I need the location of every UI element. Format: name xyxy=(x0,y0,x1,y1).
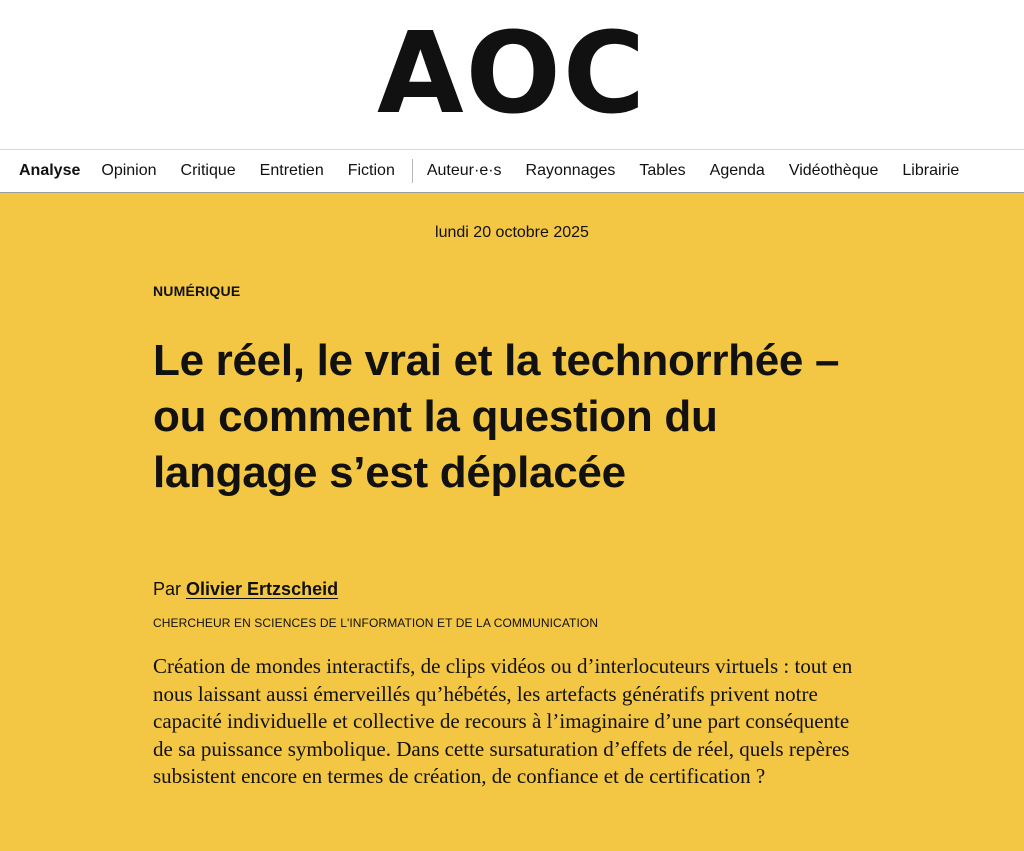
nav-item-analyse[interactable]: Analyse xyxy=(19,162,81,179)
article-title: Le réel, le vrai et la technorrhée – ou comment la question du langage s’est déplacée xyxy=(153,336,840,497)
nav-item-videotheque[interactable]: Vidéothèque xyxy=(788,162,879,179)
article-header xyxy=(0,193,1024,851)
article-date: lundi 20 octobre 2025 xyxy=(435,224,589,241)
nav-item-opinion[interactable]: Opinion xyxy=(101,162,157,179)
nav-divider xyxy=(412,159,413,183)
nav-item-critique[interactable]: Critique xyxy=(180,162,236,179)
nav-item-fiction[interactable]: Fiction xyxy=(347,162,395,179)
author-role: CHERCHEUR EN SCIENCES DE L'INFORMATION ET DE LA COMMUNICATION xyxy=(153,616,599,630)
byline-prefix: Par xyxy=(153,579,187,599)
nav-item-rayonnages[interactable]: Rayonnages xyxy=(525,162,616,179)
nav-item-agenda[interactable]: Agenda xyxy=(709,162,765,179)
nav-item-auteurs[interactable]: Auteur·e·s xyxy=(426,162,502,179)
site-logo[interactable]: AOC xyxy=(376,9,648,139)
article-rubric[interactable]: NUMÉRIQUE xyxy=(153,283,241,299)
article-lede: Création de mondes interactifs, de clips vidéos ou d’interlocuteurs virtuels : tout en nous laissant aussi émerveillés qu’hébétés, les artefacts génératifs privent notre capacité individuelle et collective de recours à l’imaginaire d’une part conséquente de sa puissance symbolique. Dans cette sursaturation d’effets de réel, quels repères subsistent encore en termes de création, de confiance et de certification ? xyxy=(153,654,853,788)
nav-item-librairie[interactable]: Librairie xyxy=(902,162,960,179)
main-nav xyxy=(0,150,1024,193)
nav-item-tables[interactable]: Tables xyxy=(639,162,686,179)
author-link[interactable]: Olivier Ertzscheid xyxy=(186,579,339,599)
masthead xyxy=(0,0,1024,150)
byline xyxy=(153,579,338,600)
nav-item-entretien[interactable]: Entretien xyxy=(259,162,324,179)
